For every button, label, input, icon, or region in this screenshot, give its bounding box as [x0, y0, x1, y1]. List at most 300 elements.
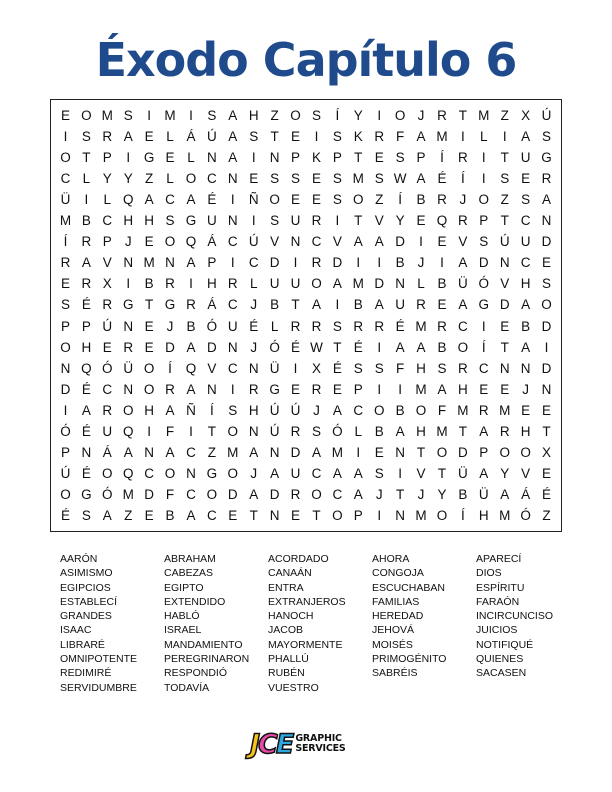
grid-letter[interactable]: A: [102, 507, 112, 523]
grid-letter[interactable]: Í: [460, 171, 465, 187]
grid-letter[interactable]: B: [353, 297, 363, 313]
grid-letter[interactable]: N: [165, 255, 175, 271]
grid-letter[interactable]: R: [499, 423, 510, 439]
grid-letter[interactable]: B: [521, 318, 531, 334]
grid-letter[interactable]: S: [479, 234, 489, 250]
grid-letter[interactable]: N: [123, 381, 134, 397]
grid-letter[interactable]: U: [290, 276, 301, 292]
grid-letter[interactable]: E: [437, 297, 447, 313]
grid-letter[interactable]: I: [251, 150, 256, 166]
grid-letter[interactable]: O: [227, 423, 239, 439]
grid-letter[interactable]: I: [189, 108, 193, 124]
grid-letter[interactable]: E: [479, 381, 489, 397]
grid-letter[interactable]: E: [311, 192, 321, 208]
grid-letter[interactable]: H: [520, 276, 531, 292]
grid-letter[interactable]: N: [144, 444, 154, 460]
grid-letter[interactable]: C: [478, 360, 489, 376]
grid-letter[interactable]: S: [332, 129, 342, 145]
grid-letter[interactable]: M: [164, 108, 176, 124]
grid-letter[interactable]: Z: [500, 192, 509, 208]
grid-letter[interactable]: U: [520, 234, 531, 250]
grid-letter[interactable]: E: [542, 255, 552, 271]
grid-letter[interactable]: L: [82, 171, 91, 187]
grid-letter[interactable]: Z: [270, 108, 279, 124]
grid-letter[interactable]: A: [521, 339, 531, 355]
grid-letter[interactable]: R: [81, 276, 92, 292]
grid-letter[interactable]: P: [479, 213, 489, 229]
grid-letter[interactable]: G: [185, 213, 197, 229]
grid-letter[interactable]: E: [542, 465, 552, 481]
grid-letter[interactable]: N: [269, 150, 280, 166]
grid-letter[interactable]: B: [270, 297, 280, 313]
grid-letter[interactable]: I: [126, 276, 131, 292]
grid-letter[interactable]: R: [123, 339, 134, 355]
grid-letter[interactable]: D: [144, 486, 154, 502]
grid-letter[interactable]: B: [437, 276, 447, 292]
grid-letter[interactable]: Ó: [520, 507, 531, 523]
grid-letter[interactable]: O: [353, 192, 364, 208]
grid-letter[interactable]: U: [290, 213, 301, 229]
grid-letter[interactable]: A: [416, 171, 426, 187]
grid-letter[interactable]: J: [313, 402, 320, 418]
grid-letter[interactable]: P: [102, 150, 112, 166]
grid-letter[interactable]: O: [311, 486, 322, 502]
grid-letter[interactable]: O: [520, 444, 531, 460]
grid-letter[interactable]: R: [102, 297, 113, 313]
grid-letter[interactable]: S: [374, 360, 384, 376]
grid-letter[interactable]: É: [81, 381, 91, 397]
grid-letter[interactable]: C: [457, 318, 468, 334]
grid-letter[interactable]: S: [270, 171, 280, 187]
grid-letter[interactable]: S: [374, 465, 384, 481]
grid-letter[interactable]: D: [541, 318, 552, 334]
grid-letter[interactable]: Ú: [499, 234, 510, 250]
grid-letter[interactable]: Í: [209, 402, 214, 418]
grid-letter[interactable]: H: [478, 507, 489, 523]
grid-letter[interactable]: Ú: [248, 234, 259, 250]
grid-letter[interactable]: H: [123, 213, 134, 229]
grid-letter[interactable]: S: [311, 423, 321, 439]
grid-letter[interactable]: A: [437, 381, 447, 397]
grid-letter[interactable]: E: [542, 402, 552, 418]
grid-letter[interactable]: A: [228, 150, 238, 166]
grid-letter[interactable]: Í: [440, 150, 444, 166]
grid-letter[interactable]: S: [332, 171, 342, 187]
grid-letter[interactable]: H: [520, 423, 531, 439]
grid-letter[interactable]: W: [393, 171, 407, 187]
grid-letter[interactable]: L: [166, 171, 174, 187]
grid-letter[interactable]: A: [353, 486, 363, 502]
grid-letter[interactable]: G: [164, 297, 176, 313]
grid-letter[interactable]: Í: [63, 234, 68, 250]
grid-letter[interactable]: C: [206, 171, 217, 187]
grid-letter[interactable]: I: [63, 402, 68, 418]
grid-letter[interactable]: Ó: [206, 318, 218, 334]
grid-letter[interactable]: B: [458, 486, 468, 502]
grid-letter[interactable]: Ú: [269, 423, 280, 439]
grid-letter[interactable]: E: [60, 108, 70, 124]
grid-letter[interactable]: Ü: [123, 360, 134, 376]
grid-letter[interactable]: A: [458, 297, 468, 313]
grid-letter[interactable]: D: [269, 255, 280, 271]
grid-letter[interactable]: V: [374, 213, 384, 229]
grid-letter[interactable]: O: [122, 402, 134, 418]
grid-letter[interactable]: S: [207, 108, 217, 124]
grid-letter[interactable]: Ú: [541, 108, 552, 124]
grid-letter[interactable]: G: [122, 297, 134, 313]
grid-letter[interactable]: F: [395, 129, 405, 145]
grid-letter[interactable]: E: [144, 129, 154, 145]
grid-letter[interactable]: N: [290, 234, 301, 250]
grid-letter[interactable]: A: [479, 465, 489, 481]
grid-letter[interactable]: T: [458, 423, 467, 439]
grid-letter[interactable]: I: [147, 108, 151, 124]
grid-letter[interactable]: I: [356, 444, 361, 460]
grid-letter[interactable]: E: [144, 339, 154, 355]
grid-letter[interactable]: A: [186, 192, 196, 208]
grid-letter[interactable]: Í: [168, 360, 172, 376]
grid-letter[interactable]: U: [290, 465, 301, 481]
grid-letter[interactable]: O: [436, 507, 448, 523]
grid-letter[interactable]: L: [480, 129, 488, 145]
grid-letter[interactable]: D: [290, 444, 301, 460]
grid-letter[interactable]: Q: [185, 360, 197, 376]
grid-letter[interactable]: A: [374, 297, 384, 313]
grid-letter[interactable]: S: [542, 129, 552, 145]
grid-letter[interactable]: A: [249, 444, 259, 460]
grid-letter[interactable]: O: [499, 444, 510, 460]
grid-letter[interactable]: É: [542, 486, 552, 502]
grid-letter[interactable]: G: [478, 297, 490, 313]
grid-letter[interactable]: V: [500, 276, 510, 292]
grid-letter[interactable]: S: [500, 171, 510, 187]
grid-letter[interactable]: S: [249, 129, 259, 145]
grid-letter[interactable]: A: [81, 255, 91, 271]
grid-letter[interactable]: L: [187, 150, 195, 166]
grid-letter[interactable]: C: [102, 381, 113, 397]
grid-letter[interactable]: Í: [398, 192, 402, 208]
grid-letter[interactable]: A: [521, 297, 531, 313]
grid-letter[interactable]: A: [186, 507, 196, 523]
grid-letter[interactable]: N: [186, 465, 196, 481]
grid-letter[interactable]: J: [250, 297, 258, 313]
grid-letter[interactable]: Ü: [478, 486, 489, 502]
grid-letter[interactable]: Y: [353, 108, 363, 124]
grid-letter[interactable]: O: [332, 507, 343, 523]
grid-letter[interactable]: É: [395, 318, 405, 334]
grid-letter[interactable]: O: [541, 297, 552, 313]
grid-letter[interactable]: P: [291, 150, 301, 166]
grid-letter[interactable]: R: [165, 276, 175, 292]
grid-letter[interactable]: V: [458, 234, 468, 250]
grid-letter[interactable]: R: [457, 150, 468, 166]
grid-letter[interactable]: B: [374, 423, 384, 439]
grid-letter[interactable]: G: [81, 486, 92, 502]
grid-letter[interactable]: P: [60, 444, 70, 460]
grid-letter[interactable]: A: [416, 129, 426, 145]
grid-letter[interactable]: Ü: [60, 192, 71, 208]
grid-letter[interactable]: S: [81, 129, 91, 145]
grid-letter[interactable]: L: [417, 276, 425, 292]
grid-letter[interactable]: S: [332, 318, 342, 334]
grid-letter[interactable]: R: [311, 213, 322, 229]
grid-letter[interactable]: A: [479, 423, 489, 439]
grid-letter[interactable]: É: [81, 465, 91, 481]
grid-letter[interactable]: E: [374, 150, 384, 166]
grid-letter[interactable]: B: [416, 192, 426, 208]
grid-letter[interactable]: Y: [102, 171, 112, 187]
grid-letter[interactable]: B: [165, 507, 175, 523]
grid-letter[interactable]: Á: [207, 297, 217, 313]
grid-letter[interactable]: D: [395, 234, 405, 250]
grid-letter[interactable]: T: [291, 297, 300, 313]
grid-letter[interactable]: I: [147, 423, 151, 439]
grid-letter[interactable]: S: [353, 360, 363, 376]
grid-letter[interactable]: R: [416, 297, 426, 313]
grid-letter[interactable]: O: [394, 108, 406, 124]
grid-letter[interactable]: M: [352, 276, 364, 292]
grid-letter[interactable]: I: [63, 129, 68, 145]
grid-letter[interactable]: I: [251, 213, 256, 229]
grid-letter[interactable]: L: [270, 318, 279, 334]
grid-letter[interactable]: H: [206, 276, 217, 292]
grid-letter[interactable]: A: [186, 339, 196, 355]
grid-letter[interactable]: C: [186, 444, 196, 460]
grid-letter[interactable]: Í: [481, 339, 486, 355]
grid-letter[interactable]: E: [332, 381, 342, 397]
grid-letter[interactable]: R: [437, 192, 447, 208]
grid-letter[interactable]: A: [270, 465, 280, 481]
grid-letter[interactable]: M: [352, 171, 364, 187]
grid-letter[interactable]: H: [416, 423, 426, 439]
grid-letter[interactable]: H: [81, 339, 92, 355]
grid-letter[interactable]: R: [290, 423, 301, 439]
grid-letter[interactable]: I: [293, 360, 298, 376]
grid-letter[interactable]: Ó: [102, 360, 113, 376]
grid-letter[interactable]: D: [541, 234, 552, 250]
grid-letter[interactable]: B: [395, 255, 405, 271]
grid-letter[interactable]: Ú: [269, 402, 280, 418]
grid-letter[interactable]: Y: [123, 171, 133, 187]
grid-letter[interactable]: L: [166, 129, 174, 145]
grid-letter[interactable]: M: [457, 402, 469, 418]
grid-letter[interactable]: Y: [437, 486, 447, 502]
grid-letter[interactable]: O: [164, 465, 176, 481]
grid-letter[interactable]: Á: [207, 234, 217, 250]
grid-letter[interactable]: D: [457, 444, 468, 460]
grid-letter[interactable]: C: [248, 255, 259, 271]
grid-letter[interactable]: O: [60, 486, 71, 502]
grid-letter[interactable]: E: [228, 507, 238, 523]
grid-letter[interactable]: P: [207, 255, 217, 271]
grid-letter[interactable]: B: [395, 402, 405, 418]
grid-letter[interactable]: A: [311, 444, 321, 460]
grid-letter[interactable]: A: [123, 129, 133, 145]
grid-letter[interactable]: C: [186, 486, 196, 502]
grid-letter[interactable]: E: [291, 129, 301, 145]
grid-letter[interactable]: O: [227, 465, 239, 481]
grid-letter[interactable]: R: [311, 381, 322, 397]
grid-letter[interactable]: N: [520, 360, 531, 376]
grid-letter[interactable]: I: [502, 129, 507, 145]
grid-letter[interactable]: R: [311, 318, 322, 334]
grid-letter[interactable]: R: [374, 318, 385, 334]
grid-letter[interactable]: E: [500, 381, 510, 397]
grid-letter[interactable]: G: [206, 465, 218, 481]
grid-letter[interactable]: Ó: [478, 276, 490, 292]
grid-letter[interactable]: O: [457, 339, 469, 355]
grid-letter[interactable]: Q: [122, 465, 134, 481]
grid-letter[interactable]: L: [354, 423, 363, 439]
grid-letter[interactable]: A: [81, 402, 91, 418]
grid-letter[interactable]: Ñ: [248, 192, 259, 208]
grid-letter[interactable]: É: [249, 318, 259, 334]
grid-letter[interactable]: M: [499, 507, 511, 523]
grid-letter[interactable]: D: [332, 255, 343, 271]
grid-letter[interactable]: A: [186, 381, 196, 397]
grid-letter[interactable]: I: [481, 171, 486, 187]
grid-letter[interactable]: O: [415, 402, 427, 418]
grid-letter[interactable]: S: [123, 108, 133, 124]
grid-letter[interactable]: J: [124, 234, 132, 250]
grid-letter[interactable]: N: [227, 339, 238, 355]
grid-letter[interactable]: P: [479, 444, 489, 460]
grid-letter[interactable]: C: [353, 402, 364, 418]
grid-letter[interactable]: P: [332, 150, 342, 166]
grid-letter[interactable]: A: [395, 339, 405, 355]
grid-letter[interactable]: Á: [521, 486, 531, 502]
grid-letter[interactable]: S: [228, 402, 238, 418]
grid-letter[interactable]: Q: [81, 360, 92, 376]
grid-letter[interactable]: F: [437, 402, 447, 418]
grid-letter[interactable]: A: [332, 465, 342, 481]
grid-letter[interactable]: O: [164, 234, 176, 250]
grid-letter[interactable]: I: [377, 339, 382, 355]
grid-letter[interactable]: N: [395, 507, 405, 523]
grid-letter[interactable]: T: [500, 213, 509, 229]
grid-letter[interactable]: F: [165, 423, 175, 439]
grid-letter[interactable]: L: [249, 276, 258, 292]
grid-letter[interactable]: E: [144, 318, 154, 334]
grid-letter[interactable]: K: [311, 150, 321, 166]
grid-letter[interactable]: A: [521, 129, 531, 145]
grid-letter[interactable]: T: [500, 339, 509, 355]
grid-letter[interactable]: H: [457, 381, 468, 397]
grid-letter[interactable]: É: [207, 192, 217, 208]
grid-letter[interactable]: M: [415, 381, 427, 397]
grid-letter[interactable]: J: [522, 381, 529, 397]
grid-letter[interactable]: E: [437, 234, 447, 250]
grid-letter[interactable]: A: [311, 297, 321, 313]
grid-letter[interactable]: P: [60, 318, 70, 334]
grid-letter[interactable]: A: [186, 255, 196, 271]
grid-letter[interactable]: J: [375, 486, 383, 502]
grid-letter[interactable]: J: [417, 108, 425, 124]
grid-letter[interactable]: D: [374, 276, 385, 292]
grid-letter[interactable]: H: [144, 213, 154, 229]
grid-letter[interactable]: E: [291, 381, 301, 397]
grid-letter[interactable]: S: [542, 276, 552, 292]
grid-letter[interactable]: A: [542, 192, 552, 208]
grid-letter[interactable]: I: [377, 507, 382, 523]
grid-letter[interactable]: N: [499, 360, 510, 376]
grid-letter[interactable]: A: [228, 108, 238, 124]
grid-letter[interactable]: N: [248, 360, 259, 376]
grid-letter[interactable]: E: [500, 318, 510, 334]
grid-letter[interactable]: E: [291, 192, 301, 208]
grid-letter[interactable]: E: [416, 213, 426, 229]
grid-letter[interactable]: U: [520, 150, 531, 166]
grid-letter[interactable]: B: [81, 213, 91, 229]
grid-letter[interactable]: S: [60, 297, 70, 313]
grid-letter[interactable]: J: [250, 339, 258, 355]
grid-letter[interactable]: R: [478, 402, 489, 418]
grid-letter[interactable]: I: [189, 276, 193, 292]
grid-letter[interactable]: N: [395, 276, 405, 292]
grid-letter[interactable]: X: [521, 108, 531, 124]
grid-letter[interactable]: T: [458, 108, 467, 124]
grid-letter[interactable]: T: [82, 150, 91, 166]
grid-letter[interactable]: K: [353, 129, 363, 145]
grid-letter[interactable]: O: [60, 150, 71, 166]
grid-letter[interactable]: C: [520, 255, 531, 271]
grid-letter[interactable]: H: [416, 360, 426, 376]
grid-letter[interactable]: A: [395, 423, 405, 439]
grid-letter[interactable]: A: [374, 234, 384, 250]
grid-letter[interactable]: R: [165, 381, 175, 397]
grid-letter[interactable]: O: [143, 381, 155, 397]
grid-letter[interactable]: C: [227, 297, 238, 313]
grid-letter[interactable]: É: [291, 339, 301, 355]
grid-letter[interactable]: C: [311, 465, 322, 481]
grid-letter[interactable]: A: [353, 234, 363, 250]
grid-letter[interactable]: O: [81, 108, 92, 124]
grid-letter[interactable]: E: [521, 171, 531, 187]
grid-letter[interactable]: R: [437, 108, 447, 124]
grid-letter[interactable]: C: [165, 192, 175, 208]
grid-letter[interactable]: R: [102, 402, 113, 418]
grid-letter[interactable]: U: [206, 213, 217, 229]
grid-letter[interactable]: S: [270, 213, 280, 229]
grid-letter[interactable]: O: [311, 276, 322, 292]
grid-letter[interactable]: I: [189, 423, 193, 439]
grid-letter[interactable]: R: [353, 318, 364, 334]
grid-letter[interactable]: N: [123, 255, 134, 271]
grid-letter[interactable]: I: [230, 192, 235, 208]
grid-letter[interactable]: I: [314, 129, 319, 145]
grid-letter[interactable]: Z: [207, 444, 216, 460]
grid-letter[interactable]: A: [144, 192, 154, 208]
grid-letter[interactable]: R: [311, 255, 322, 271]
grid-letter[interactable]: M: [143, 255, 155, 271]
grid-letter[interactable]: O: [143, 360, 155, 376]
grid-letter[interactable]: N: [499, 255, 510, 271]
grid-letter[interactable]: I: [460, 129, 465, 145]
grid-letter[interactable]: C: [227, 360, 238, 376]
grid-letter[interactable]: M: [415, 507, 427, 523]
grid-letter[interactable]: Z: [124, 507, 133, 523]
grid-letter[interactable]: Ü: [457, 276, 468, 292]
grid-letter[interactable]: C: [206, 507, 217, 523]
grid-letter[interactable]: E: [144, 507, 154, 523]
grid-letter[interactable]: C: [332, 486, 343, 502]
grid-letter[interactable]: I: [440, 255, 444, 271]
grid-letter[interactable]: Z: [542, 507, 551, 523]
grid-letter[interactable]: Y: [500, 465, 510, 481]
grid-letter[interactable]: N: [269, 444, 280, 460]
grid-letter[interactable]: U: [102, 423, 113, 439]
grid-letter[interactable]: O: [290, 108, 301, 124]
